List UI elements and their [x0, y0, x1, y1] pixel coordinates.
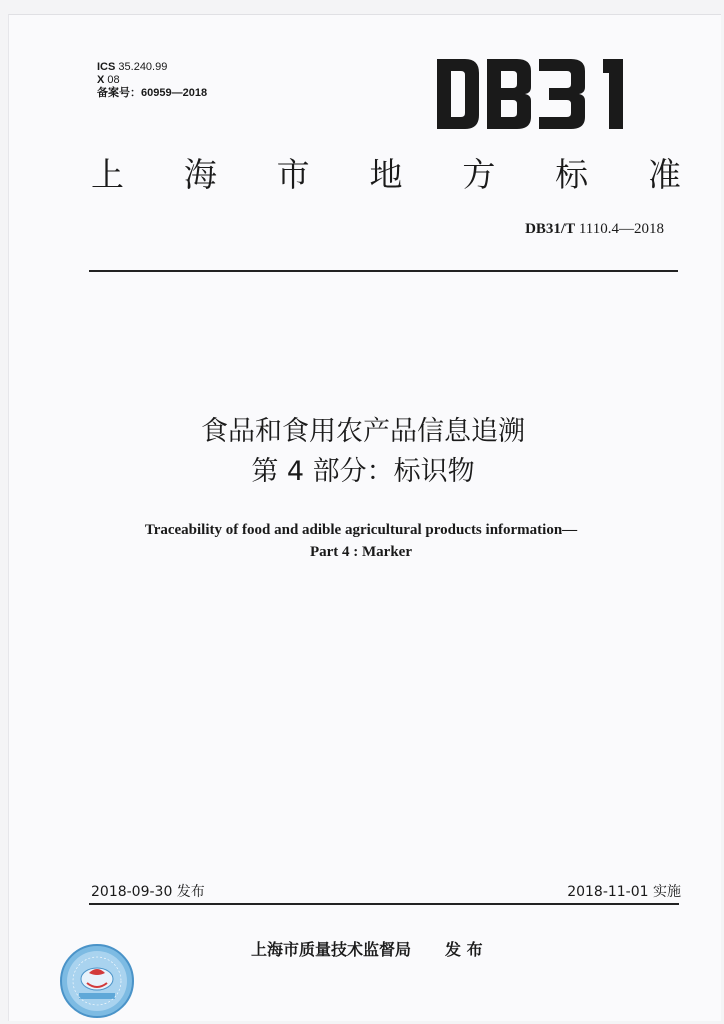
issuer-action: 发 布: [445, 940, 483, 959]
title-char: 准: [647, 155, 681, 194]
record-number: 备案号：60959—2018: [97, 87, 208, 99]
english-title: [0, 519, 724, 563]
title-char: 地: [369, 155, 403, 194]
class-code: X 08: [97, 74, 120, 86]
publish-date: 2018-09-30 发布: [91, 884, 205, 900]
english-title-line2: Part 4 : Marker: [309, 544, 413, 560]
issuing-authority: [251, 937, 483, 960]
title-char: 上: [91, 155, 124, 194]
title-char: 海: [183, 155, 217, 194]
standard-type-title: [91, 149, 681, 196]
chinese-title: [1, 412, 724, 492]
chinese-title-line1: 食品和食用农产品信息追溯: [201, 416, 525, 447]
db31-logo: [435, 57, 639, 131]
english-title-line1: Traceability of food and adible agricultural products information—: [144, 522, 578, 538]
title-char: 方: [462, 155, 496, 194]
title-char: 标: [555, 155, 589, 194]
title-char: 市: [276, 155, 310, 194]
ics-code: ICS 35.240.99: [97, 61, 168, 73]
issuer-name: 上海市质量技术监督局: [251, 940, 412, 959]
footer-divider: [89, 903, 679, 905]
chinese-title-line2: 第 4 部分：标识物: [251, 456, 475, 487]
header-divider: [89, 270, 678, 272]
implement-date: 2018-11-01 实施: [567, 884, 681, 900]
document-page: [8, 14, 721, 1021]
standard-number: DB31/T 1110.4—2018: [525, 221, 664, 237]
classification-block: [97, 61, 207, 100]
anti-counterfeit-seal: [59, 943, 135, 1019]
